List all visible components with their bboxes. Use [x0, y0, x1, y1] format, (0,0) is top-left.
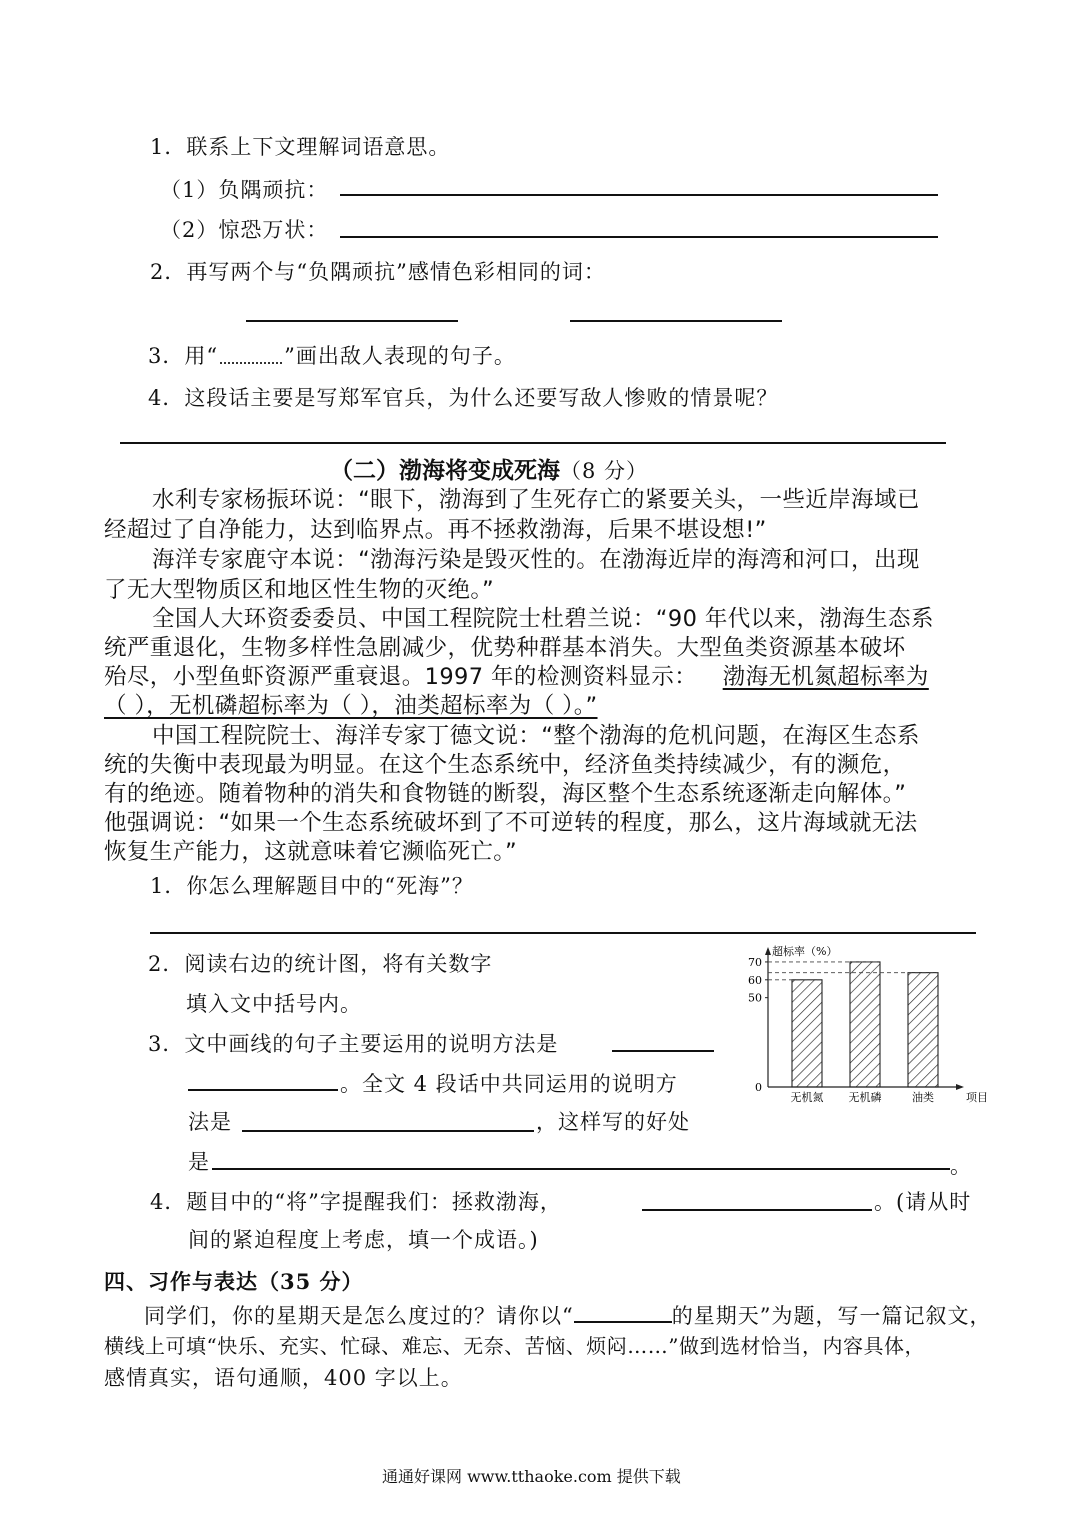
- passage-line: 水利专家杨振环说：“眼下，渤海到了生死存亡的紧要关头，一些近岸海域已: [152, 487, 920, 513]
- x-axis-label: 项目: [966, 1091, 988, 1104]
- section-4-title: 四、习作与表达（35 分）: [104, 1269, 364, 1294]
- section-2-heading: [330, 452, 648, 485]
- question-3-suffix: ”画出敌人表现的句子。: [284, 344, 516, 368]
- y-tick-label: 50: [748, 991, 762, 1005]
- essay-title-blank[interactable]: [574, 1303, 672, 1323]
- passage-line: 他强调说：“如果一个生态系统破坏到了不可逆转的程度，那么，这片海域就无法: [104, 810, 918, 836]
- s2-question-3: 3．文中画线的句子主要运用的说明方法是: [148, 1032, 559, 1056]
- s2-answer-line-3a[interactable]: [612, 1050, 714, 1052]
- question-1-1: （1）负隅顽抗：: [160, 178, 329, 202]
- passage-line: 恢复生产能力，这就意味着它濒临死亡。”: [104, 839, 518, 865]
- essay-prompt-line-2: 横线上可填“快乐、充实、忙碌、难忘、无奈、苦恼、烦闷……”做到选材恰当，内容具体，: [104, 1334, 925, 1358]
- s2-question-3-cont: 。全文 4 段话中共同运用的说明方: [340, 1072, 678, 1096]
- s2-question-3-end: 。: [950, 1154, 972, 1178]
- passage-line: 了无大型物质区和地区性生物的灭绝。”: [104, 577, 495, 603]
- section-2-title: （二）渤海将变成死海: [330, 458, 560, 484]
- y-tick-label: 70: [748, 955, 762, 969]
- answer-line-4[interactable]: [120, 442, 946, 444]
- essay-prompt-line-3: 感情真实，语句通顺，400 字以上。: [104, 1366, 463, 1390]
- bar: [792, 980, 822, 1087]
- wavy-line-mark: [220, 352, 282, 364]
- s2-question-3-method: 法是: [188, 1110, 232, 1134]
- answer-line-2a[interactable]: [246, 320, 458, 322]
- s2-question-3-benefit: ，这样写的好处: [536, 1110, 690, 1134]
- y-tick-label: 0: [755, 1081, 762, 1094]
- x-tick-label: 油类: [912, 1091, 934, 1104]
- section-2-score: （8 分）: [560, 459, 649, 483]
- s2-answer-line-3d[interactable]: [212, 1168, 950, 1170]
- s2-answer-line-4[interactable]: [642, 1209, 872, 1211]
- passage-text: 殆尽，小型鱼虾资源严重衰退。1997 年的检测资料显示：: [104, 664, 698, 690]
- bar: [850, 962, 880, 1087]
- question-3-prefix: 3．用“: [148, 344, 219, 368]
- underlined-sentence-blanks: （ ），无机磷超标率为（ ），油类超标率为（ ）。”: [104, 693, 598, 719]
- s2-answer-line-3c[interactable]: [242, 1130, 534, 1132]
- x-tick-label: 无机氮: [790, 1091, 824, 1104]
- s2-question-2: 2．阅读右边的统计图，将有关数字: [148, 952, 493, 976]
- answer-line-1-1[interactable]: [340, 194, 938, 196]
- x-axis-arrow: [956, 1084, 964, 1090]
- y-axis-arrow: [765, 947, 771, 955]
- passage-line: 统的失衡中表现最为明显。在这个生态系统中，经济鱼类持续减少，有的濒危，: [104, 752, 906, 778]
- essay-prompt-text: 同学们，你的星期天是怎么度过的？请你以“: [144, 1304, 574, 1328]
- passage-line: 海洋专家鹿守本说：“渤海污染是毁灭性的。在渤海近岸的海湾和河口，出现: [152, 547, 920, 573]
- y-tick-label: 60: [748, 973, 762, 987]
- question-3: [148, 340, 516, 370]
- footer-credit: 通通好课网 www.tthaoke.com 提供下载: [382, 1467, 681, 1486]
- question-1: 1．联系上下文理解词语意思。: [150, 135, 451, 159]
- x-tick-label: 无机磷: [848, 1091, 882, 1104]
- bar: [908, 973, 938, 1087]
- passage-line: 有的绝迹。随着物种的消失和食物链的断裂，海区整个生态系统逐渐走向解体。”: [104, 781, 907, 807]
- passage-line: 经超过了自净能力，达到临界点。再不拯救渤海，后果不堪设想!”: [104, 517, 767, 543]
- s2-answer-line-1[interactable]: [150, 932, 976, 934]
- bar-chart: [740, 945, 990, 1110]
- s2-question-2-cont: 填入文中括号内。: [186, 992, 362, 1016]
- answer-line-1-2[interactable]: [340, 236, 938, 238]
- question-4: 4．这段话主要是写郑军官兵，为什么还要写敌人惨败的情景呢？: [148, 386, 779, 410]
- y-axis-label: 超标率（%）: [772, 945, 838, 958]
- s2-question-4-hint: 。(请从时: [874, 1190, 972, 1214]
- s2-question-4-cont: 间的紧迫程度上考虑，填一个成语。): [188, 1228, 539, 1252]
- passage-line: 全国人大环资委委员、中国工程院院士杜碧兰说：“90 年代以来，渤海生态系: [152, 606, 934, 632]
- s2-question-4: 4．题目中的“将”字提醒我们：拯救渤海，: [150, 1190, 562, 1214]
- s2-answer-line-3b[interactable]: [188, 1089, 338, 1091]
- passage-line: [104, 659, 929, 691]
- question-1-2: （2）惊恐万状：: [160, 218, 329, 242]
- s2-question-3-is: 是: [188, 1150, 210, 1174]
- essay-prompt-line-1: [144, 1300, 991, 1330]
- s2-question-1: 1．你怎么理解题目中的“死海”？: [150, 874, 474, 898]
- passage-line: 中国工程院院士、海洋专家丁德文说：“整个渤海的危机问题，在海区生态系: [152, 723, 920, 749]
- underlined-sentence: 渤海无机氮超标率为: [722, 664, 929, 690]
- passage-line: 统严重退化，生物多样性急剧减少，优势种群基本消失。大型鱼类资源基本破坏: [104, 635, 906, 661]
- answer-line-2b[interactable]: [570, 320, 782, 322]
- question-2: 2．再写两个与“负隅顽抗”感情色彩相同的词：: [150, 260, 606, 284]
- essay-prompt-text-cont: 的星期天”为题，写一篇记叙文，: [671, 1304, 992, 1328]
